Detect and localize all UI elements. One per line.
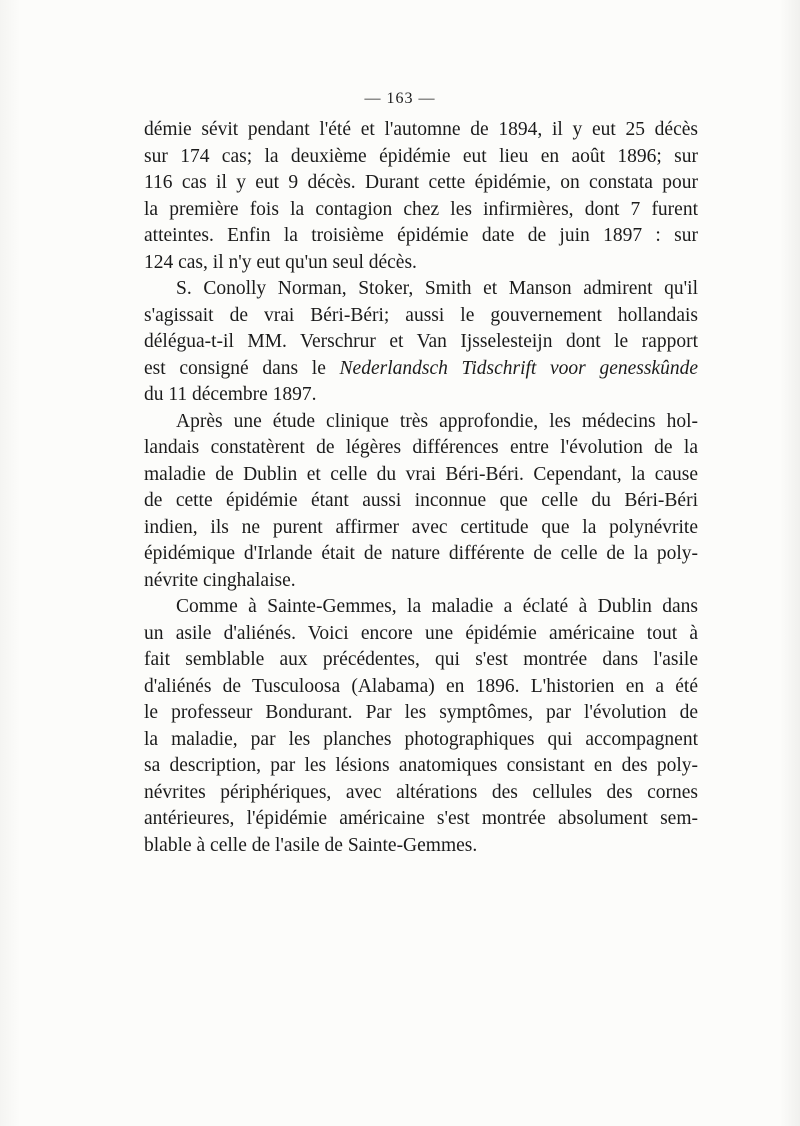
text-line: du 11 décembre 1897. <box>144 384 317 405</box>
text-fragment: est consigné dans le <box>144 357 326 379</box>
text-line: antérieures, l'épidémie américaine s'est montrée absolument sem- <box>144 808 698 829</box>
page-number: — 163 — <box>364 90 436 107</box>
text-line: démie sévit pendant l'été et l'automne de 1894, il y eut 25 décès <box>144 119 698 140</box>
text-line: s'agissait de vrai Béri-Béri; aussi le gouvernement hollandais <box>144 304 698 326</box>
text-line: Après une étude clinique très approfondie, les médecins hol- <box>176 410 698 432</box>
text-line: fait semblable aux précédentes, qui s'est montrée dans l'asile <box>144 649 698 670</box>
paragraph-2 <box>144 276 698 409</box>
body-text <box>144 117 698 859</box>
text-line: la première fois la contagion chez les infirmières, dont 7 furent <box>144 198 698 220</box>
text-line: sur 174 cas; la deuxième épidémie eut lieu en août 1896; sur <box>144 145 698 167</box>
text-line: 116 cas il y eut 9 décès. Durant cette épidémie, on constata pour <box>144 172 698 193</box>
text-line: névrites périphériques, avec altérations des cellules des cornes <box>144 781 698 803</box>
text-line: Comme à Sainte-Gemmes, la maladie a éclaté à Dublin dans <box>176 596 698 617</box>
text-line: blable à celle de l'asile de Sainte-Gemmes. <box>144 834 478 856</box>
text-line: 124 cas, il n'y eut qu'un seul décès. <box>144 251 417 273</box>
text-line: épidémique d'Irlande était de nature différente de celle de la poly- <box>144 543 698 564</box>
text-line: sa description, par les lésions anatomiques consistant en des poly- <box>144 755 698 776</box>
paragraph-3 <box>144 409 698 595</box>
text-line: landais constatèrent de légères différences entre l'évolution de la <box>144 437 698 458</box>
text-line: délégua-t-il MM. Verschrur et Van Ijsselesteijn dont le rapport <box>144 331 698 352</box>
text-line: le professeur Bondurant. Par les symptômes, par l'évolution de <box>144 702 698 723</box>
journal-title: Nederlandsch Tidschrift voor genesskûnde <box>339 357 698 379</box>
text-line: S. Conolly Norman, Stoker, Smith et Manson admirent qu'il <box>176 278 698 299</box>
text-line: atteintes. Enfin la troisième épidémie date de juin 1897 : sur <box>144 225 698 246</box>
text-line: un asile d'aliénés. Voici encore une épidémie américaine tout à <box>144 622 698 644</box>
paragraph-4 <box>144 594 698 859</box>
text-line: névrite cinghalaise. <box>144 569 296 591</box>
text-line: la maladie, par les planches photographiques qui accompagnent <box>144 728 698 750</box>
text-line: d'aliénés de Tusculoosa (Alabama) en 1896. L'historien en a été <box>144 675 698 697</box>
paragraph-1 <box>144 117 698 276</box>
text-line: maladie de Dublin et celle du vrai Béri-Béri. Cependant, la cause <box>144 463 698 485</box>
text-line: de cette épidémie étant aussi inconnue que celle du Béri-Béri <box>144 490 698 511</box>
text-line-with-italic <box>144 356 698 383</box>
text-line: indien, ils ne purent affirmer avec certitude que la polynévrite <box>144 516 698 538</box>
